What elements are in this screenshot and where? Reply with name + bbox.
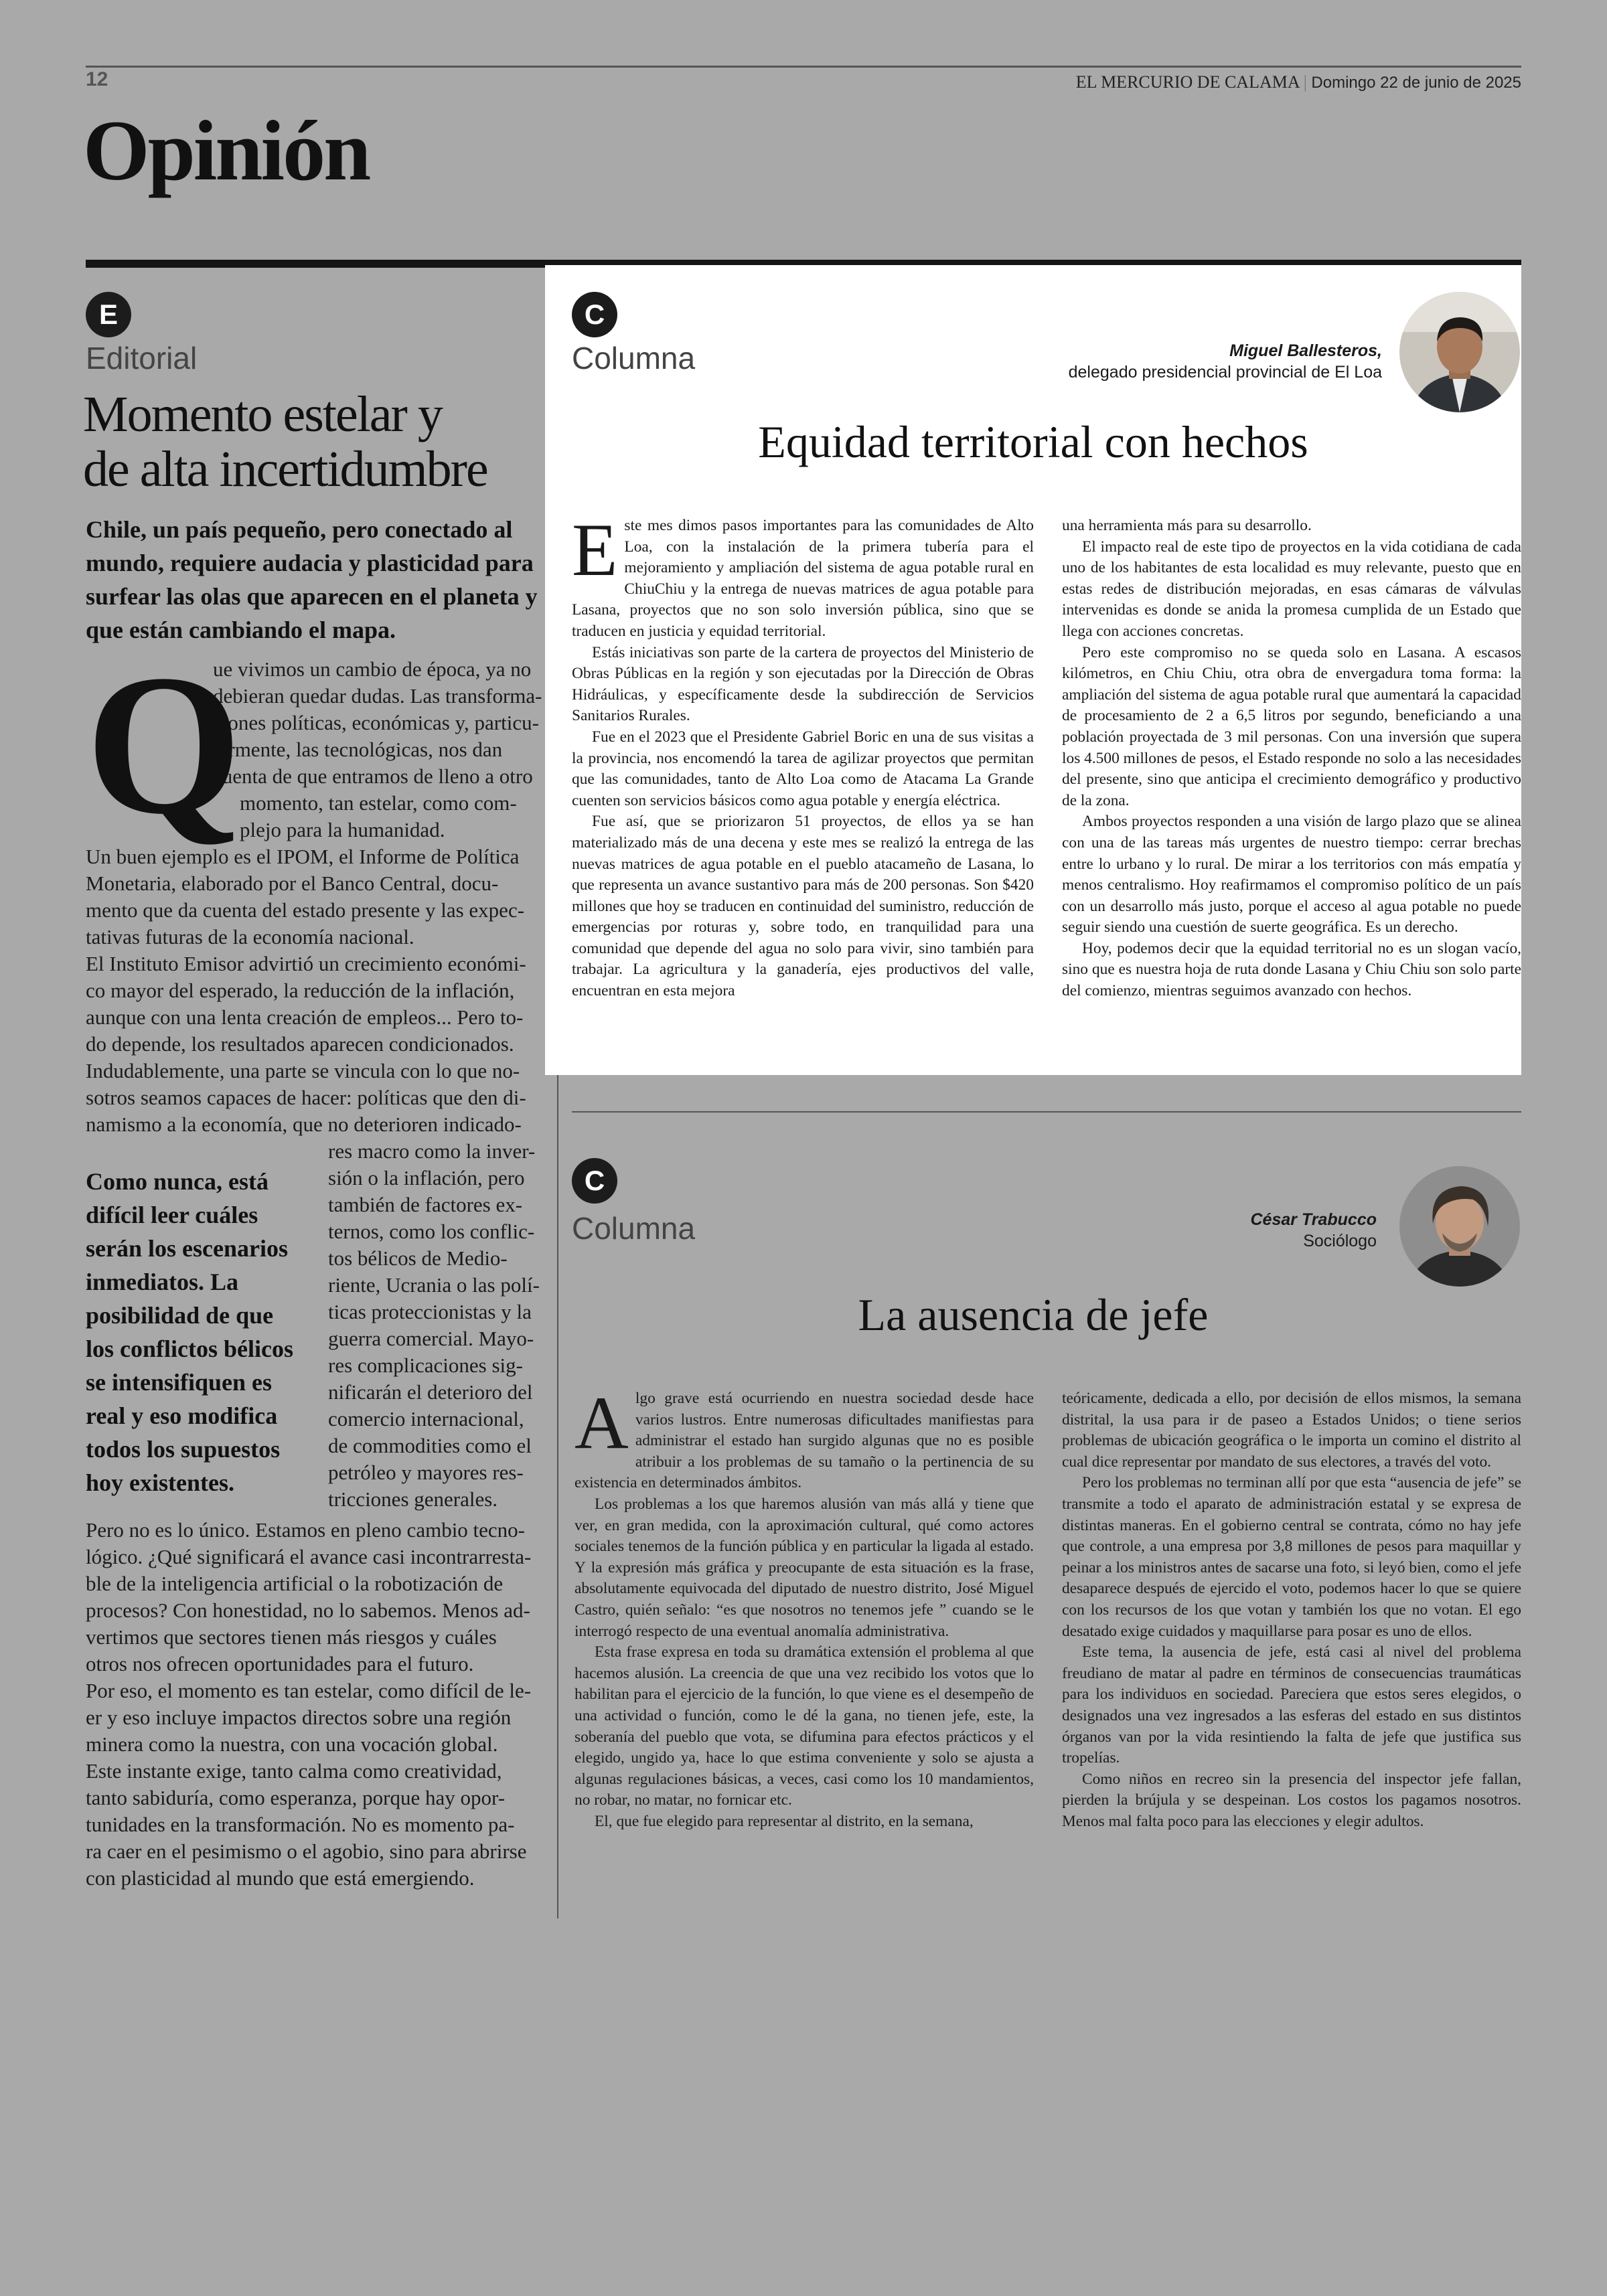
body-line: Pero no es lo único. Estamos en pleno cambio tecno- [86, 1518, 526, 1542]
editorial-pull-quote: Como nunca, está difícil leer cuáles serán los escenarios inmediatos. La posibilidad de que los conflictos bélicos se intensifiquen es real y eso modifica todos los supuestos hoy existentes. [86, 1168, 293, 1496]
body-line: tativas futuras de la economía nacional. [86, 925, 414, 949]
body-line: guerra comercial. Mayo- [328, 1327, 534, 1350]
editorial-drop-lines [213, 656, 545, 843]
column1-right-text [1062, 515, 1521, 1002]
column1-paragraph: Estás iniciativas son parte de la cartera de proyectos del Ministerio de Obras Públicas en la región y son ejecutadas por la Dirección de Obras Hidráulicas, y específicamente desde la subdirección de Servicios Sanitarios Rurales. [572, 643, 1034, 725]
body-line: Este instante exige, tanto calma como creatividad, [86, 1759, 502, 1783]
body-line: sión o la inflación, pero [328, 1166, 525, 1190]
column1-paragraph: Hoy, podemos decir que la equidad territorial no es un slogan vacío, sino que es nuestra hoja de ruta donde Lasana y Chiu Chiu son solo parte del comienzo, mientras seguimos avanzado con hechos. [1062, 939, 1521, 1000]
body-line: de commodities como el [328, 1434, 532, 1457]
body-line: debieran quedar dudas. Las transforma- [213, 684, 542, 708]
column2-paragraph: teóricamente, dedicada a ello, por decisión de ellos mismos, la semana distrital, la usa para ir de paseo a Estados Unidos; o tiene serios problemas de ubicación geográfica o le importa un comino el distrito al cual dice representar por mandato de sus electores, a través del voto. [1062, 1390, 1521, 1471]
column1-paragraph: ste mes dimos pasos importantes para las comunidades de Alto Loa, con la instalación de la primera tubería para el mejoramiento y ampliación del sistema de agua potable rural en ChiuChiu y la entrega de nuevas matrices de agua potable para Lasana, proyectos que no son solo inversión pública, sino que se traducen en justicia y equidad territorial. [572, 517, 1034, 640]
column1-drop-cap: E [572, 509, 618, 592]
column2-byline [971, 1209, 1377, 1252]
column2-author-role: Sociólogo [1303, 1232, 1377, 1250]
body-line: co mayor del esperado, la reducción de la inflación, [86, 979, 515, 1002]
editorial-drop-cap: Q [86, 633, 242, 855]
editorial-headline-line: de alta incertidumbre [83, 441, 487, 497]
body-line: otros nos ofrecen oportunidades para el futuro. [86, 1652, 474, 1675]
body-line: aunque con una lenta creación de empleos... Pero to- [86, 1005, 524, 1029]
body-line: ble de la inteligencia artificial o la robotización de [86, 1572, 504, 1595]
body-line: tunidades en la transformación. No es momento pa- [86, 1813, 515, 1836]
body-line: Un buen ejemplo es el IPOM, el Informe de Política [86, 845, 520, 868]
section-title: Opinión [83, 103, 370, 198]
body-line: vertimos que sectores tienen más riesgos y cuáles [86, 1625, 497, 1649]
column2-paragraph: El, que fue elegido para representar al distrito, en la semana, [595, 1812, 974, 1830]
body-line: El Instituto Emisor advirtió un crecimiento económi- [86, 952, 526, 975]
column1-paragraph: Ambos proyectos responden a una visión de largo plazo que se alinea con una de las tareas más urgentes de nuestro tiempo: cerrar brechas entre lo urbano y lo rural. De mirar a los territorios con más empatía y menos centralismo. Hoy reafirmamos el compromiso político de un país con un desarrollo más justo, porque el acceso al agua potable no puede seguir siendo una cuestión de suerte geográfica. Es un derecho. [1062, 813, 1521, 936]
editorial-narrow-lines [328, 1138, 545, 1513]
column2-author-name: César Trabucco [1250, 1210, 1377, 1229]
editorial-deck: Chile, un país pequeño, pero conectado al mundo, requiere audacia y plasticidad para surfear las olas que aparecen en el planeta y que están cambiando el mapa. [86, 516, 538, 643]
body-line: ticas proteccionistas y la [328, 1300, 532, 1323]
body-line: minera como la nuestra, con una vocación global. [86, 1732, 498, 1756]
body-line: plejo para la humanidad. [240, 818, 445, 841]
column2-paragraph: Esta frase expresa en toda su dramática extensión el problema al que hacemos alusión. La creencia de que una vez recibido los votos que lo habilitan para el ejercicio de la función, lo que viene es el desempeño de una actividad o función, como le dé la gana, no tienen jefe, este, la soberanía del pueblo que vota, se difumina para efectos prácticos y el elegido, ungido ya, hace lo que estima conveniente y solo se ajusta a algunas regulaciones básicas, a veces, casi como los 10 mandamientos, no robar, no matar, no fornicar etc. [575, 1643, 1034, 1809]
column2-left-text [575, 1382, 1034, 1832]
column1-paragraph: Pero este compromiso no se queda solo en Lasana. A escasos kilómetros, en Chiu Chiu, otra obra de envergadura toma forma: la ampliación del sistema de agua potable rural que aumentará la capacidad de procesamiento de 2 a 6,5 litros por segundo, beneficiando a una población proyectada de 3 mil personas. Con una inversión que supera los 4.500 millones de pesos, el Estado responde no solo a las necesidades del presente, sino que anticipa el crecimiento demográfico y productivo de la zona. [1062, 643, 1521, 809]
column2-paragraph: lgo grave está ocurriendo en nuestra sociedad desde hace varios lustros. Entre numerosas dificultades manifiestas para administrar el estado han surgido algunas que no es posible atribuir a los problemas de su tamaño o la pertinencia de su existencia en determinados ámbitos. [575, 1390, 1034, 1492]
column2-kicker: Columna [572, 1211, 696, 1246]
column2-headline: La ausencia de jefe [858, 1289, 1209, 1340]
newspaper-name: EL MERCURIO DE CALAMA [1075, 72, 1300, 92]
body-line: riente, Ucrania o las polí- [328, 1273, 540, 1297]
column1-paragraph: El impacto real de este tipo de proyectos en la vida cotidiana de cada uno de los habitantes de esta localidad es muy relevante, puesto que en estas redes de distribución mejoradas, en esas cámaras de válvulas intervenidas es donde se anida la promesa cumplida de un Estado que llega con acciones concretas. [1062, 538, 1521, 640]
body-line: tanto sabiduría, como esperanza, porque hay opor- [86, 1786, 506, 1809]
body-line: namismo a la economía, que no deterioren indicado- [86, 1113, 522, 1136]
body-line: procesos? Con honestidad, no lo sabemos. Menos ad- [86, 1598, 530, 1622]
body-line: con plasticidad al mundo que está emergiendo. [86, 1866, 475, 1890]
body-line: ue vivimos un cambio de época, ya no [213, 657, 532, 681]
body-line: Monetaria, elaborado por el Banco Central, docu- [86, 872, 499, 895]
editorial-kicker: Editorial [86, 341, 198, 376]
body-line: mento que da cuenta del estado presente y las expec- [86, 898, 525, 922]
column1-left-text [572, 509, 1034, 1002]
body-line: sotros seamos capaces de hacer: políticas que den di- [86, 1086, 526, 1109]
column2-drop-cap: A [575, 1382, 629, 1465]
page-number: 12 [86, 68, 108, 90]
column1-author-name: Miguel Ballesteros, [1229, 341, 1382, 360]
body-line: comercio internacional, [328, 1407, 524, 1430]
dateline-date: Domingo 22 de junio de 2025 [1311, 74, 1521, 92]
column1-paragraph: Fue así, que se priorizaron 51 proyectos, de ellos ya se han materializado más de una decena y este mes se realizó la entrega de las nuevas matrices de agua potable en el pueblo atacameño de Lasana, lo que representa un avance sustantivo para más de 200 personas. Son $420 millones que hoy se traducen en continuidad del suministro, reducción de emergencias por roturas y, sobre todo, en tranquilidad para una comunidad que depende del agua no solo para vivir, sino también para trabajar. La agricultura y la ganadería, ejes productivos del valle, encuentran en esta mejora [572, 813, 1034, 1000]
body-line: momento, tan estelar, como com- [240, 791, 517, 815]
column1-author-role: delegado presidencial provincial de El Loa [1068, 363, 1382, 382]
column2-paragraph: Pero los problemas no terminan allí por que esta “ausencia de jefe” se transmite a todo el aparato de administración estatal y se expresa de distintas maneras. En el gobierno central se contrata, cómo no hay jefe que controle, a una empresa por 3,8 millones de pesos para maquillar y peinar a los ministros antes de sacarse una foto, si leyó bien, como el jefe desaparece después de ejercido el voto, podemos hacer lo que se quiere con los recursos de los que votan y también los que no votan. El ego desatado exige cuidados y maquillarse para posar es uno de ellos. [1062, 1474, 1521, 1640]
body-line: er y eso incluye impactos directos sobre una región [86, 1706, 512, 1729]
editorial-headline [83, 387, 545, 497]
editorial-headline-line: Momento estelar y [83, 386, 442, 442]
body-line: do depende, los resultados aparecen condicionados. [86, 1032, 514, 1056]
body-line: tricciones generales. [328, 1487, 498, 1511]
masthead-rule [86, 66, 1521, 68]
column1-headline: Equidad territorial con hechos [758, 416, 1308, 467]
column1-paragraph: una herramienta más para su desarrollo. [1062, 517, 1312, 534]
body-line: petróleo y mayores res- [328, 1461, 524, 1484]
editorial-badge: E [86, 292, 131, 337]
column-separator [572, 1111, 1521, 1113]
portrait-illustration [1399, 1166, 1520, 1287]
body-line: ra caer en el pesimismo o el agobio, sino para abrirse [86, 1839, 527, 1863]
editorial-full-lines [86, 843, 545, 1138]
editorial-body [86, 633, 545, 1892]
dateline-separator: | [1303, 72, 1312, 92]
column2-paragraph: Los problemas a los que haremos alusión van más allá y tiene que ver, en gran medida, con la aproximación cultural, qué como actores sociales tenemos de la función pública y en particular la ligada al estado. Y la expresión más gráfica y preocupante de esta situación es la frase, absolutamente equivocada del diputado de nuestro distrito, José Miguel Castro, quién señalo: “es que nosotros no tenemos jefe ” cuando se le interrogó respecto de una eventual anomalía administrativa. [575, 1495, 1034, 1640]
column2-paragraph: Este tema, la ausencia de jefe, está casi al nivel del problema freudiano de matar al padre en términos de consecuencias traumáticas para los individuos en sociedad. Pareciera que estos seres elegidos, o designados una vez ingresados a las esferas del estado en sus distintos órganos van por la vida resintiendo la falta de jefe que justifica sus tropelías. [1062, 1643, 1521, 1767]
body-line: lógico. ¿Qué significará el avance casi incontrarresta- [86, 1545, 532, 1568]
body-line: res macro como la inver- [328, 1139, 536, 1163]
body-line: larmente, las tecnológicas, nos dan [213, 738, 503, 761]
body-line: Por eso, el momento es tan estelar, como difícil de le- [86, 1679, 532, 1702]
column2-badge: C [572, 1158, 617, 1204]
editorial-end-lines [86, 1517, 545, 1892]
body-line: Indudablemente, una parte se vincula con lo que no- [86, 1059, 520, 1082]
body-line: también de factores ex- [328, 1193, 523, 1216]
column2-author-photo [1399, 1166, 1520, 1287]
column1-author-photo [1399, 292, 1520, 412]
body-line: tos bélicos de Medio- [328, 1246, 508, 1270]
column1-kicker: Columna [572, 341, 696, 376]
masthead-dateline [1076, 72, 1521, 92]
column1-badge: C [572, 292, 617, 337]
body-line: ciones políticas, económicas y, particu- [213, 711, 539, 734]
portrait-illustration [1399, 292, 1520, 412]
body-line: cuenta de que entramos de lleno a otro [213, 764, 533, 788]
body-line: res complicaciones sig- [328, 1354, 523, 1377]
column1-byline [971, 340, 1382, 383]
column2-right-text [1062, 1388, 1521, 1832]
body-line: ternos, como los conflic- [328, 1220, 535, 1243]
body-line: nificarán el deterioro del [328, 1380, 533, 1404]
column1-paragraph: Fue en el 2023 que el Presidente Gabriel Boric en una de sus visitas a la provincia, nos encomendó la tarea de agilizar proyectos que permitan que las comunidades, tanto de Alto Loa como de Atacama La Grande cuenten son servicios básicos como agua potable y energía eléctrica. [572, 728, 1034, 809]
column2-paragraph: Como niños en recreo sin la presencia del inspector jefe fallan, pierden la brújula y se despeinan. Los costos los pagamos nosotros. Menos mal falta poco para las elecciones y elegir adultos. [1062, 1770, 1521, 1830]
column-divider [557, 1075, 558, 1918]
